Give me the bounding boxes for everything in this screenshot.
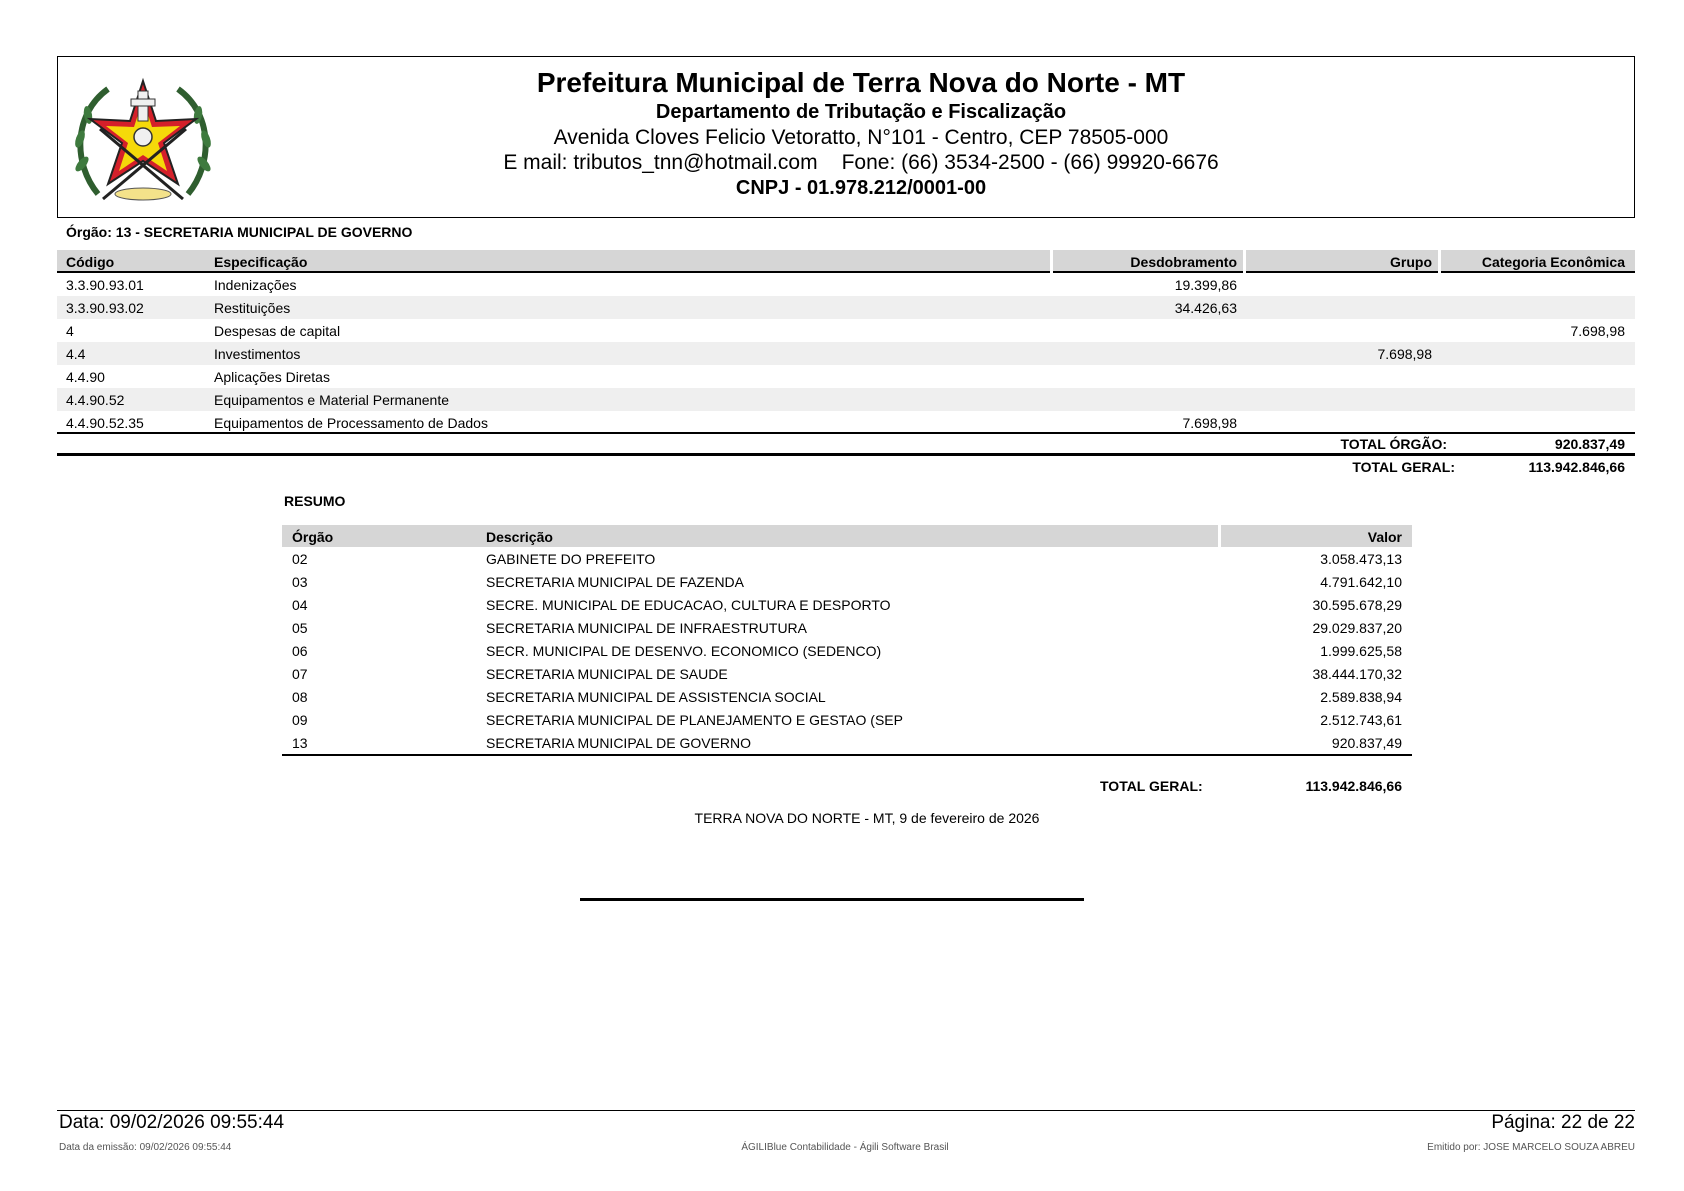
cell-orgao: 06	[292, 643, 308, 659]
cell-valor: 2.512.743,61	[1320, 712, 1402, 728]
cell-orgao: 03	[292, 574, 308, 590]
cell-codigo: 4.4	[66, 346, 86, 362]
contact-line	[88, 150, 1634, 175]
cell-valor: 38.444.170,32	[1312, 666, 1402, 682]
cell-especificacao: Restituições	[214, 300, 291, 316]
expense-table	[57, 250, 1635, 434]
cell-codigo: 3.3.90.93.02	[66, 300, 144, 316]
cell-descricao: SECRETARIA MUNICIPAL DE FAZENDA	[486, 574, 745, 590]
column-header-codigo: Código	[66, 254, 115, 270]
table-row	[57, 273, 1635, 296]
table-row	[57, 296, 1635, 319]
cell-descricao: SECRE. MUNICIPAL DE EDUCACAO, CULTURA E DESPORTO	[486, 597, 891, 613]
total-geral-value: 113.942.846,66	[1528, 459, 1625, 475]
cnpj: CNPJ - 01.978.212/0001-00	[735, 177, 987, 199]
page-number: Página: 22 de 22	[1491, 1112, 1635, 1133]
cell-codigo: 4	[66, 323, 74, 339]
cell-especificacao: Despesas de capital	[214, 323, 341, 339]
city-date: TERRA NOVA DO NORTE - MT, 9 de fevereiro de 2026	[694, 810, 1040, 826]
column-header-desdobramento: Desdobramento	[1130, 254, 1237, 270]
cell-orgao: 04	[292, 597, 308, 613]
table-bottom-rule	[282, 754, 1412, 756]
cell-especificacao: Aplicações Diretas	[214, 369, 330, 385]
column-header-especificacao: Especificação	[214, 254, 308, 270]
cell-descricao: SECRETARIA MUNICIPAL DE PLANEJAMENTO E GESTAO (SEP	[486, 712, 903, 728]
table-row	[282, 708, 1412, 731]
table-row	[57, 342, 1635, 365]
table-row	[57, 365, 1635, 388]
cell-categoria: 7.698,98	[1570, 323, 1625, 339]
cell-desdobramento: 19.399,86	[1174, 277, 1237, 293]
cell-codigo: 3.3.90.93.01	[66, 277, 144, 293]
resumo-table	[282, 525, 1412, 756]
cell-desdobramento: 7.698,98	[1182, 415, 1237, 431]
table-row	[282, 593, 1412, 616]
cell-valor: 2.589.838,94	[1320, 689, 1402, 705]
cell-descricao: GABINETE DO PREFEITO	[486, 551, 656, 567]
table-row	[282, 731, 1412, 754]
cell-orgao: 05	[292, 620, 308, 636]
column-header-orgao: Órgão	[292, 529, 334, 545]
footer-date: Data: 09/02/2026 09:55:44	[59, 1112, 285, 1133]
cell-especificacao: Investimentos	[214, 346, 301, 362]
cell-valor: 920.837,49	[1331, 735, 1402, 751]
cell-orgao: 13	[292, 735, 308, 751]
table-row	[282, 570, 1412, 593]
table-row	[57, 388, 1635, 411]
footer-divider	[57, 1110, 1635, 1111]
email: E mail: tributos_tnn@hotmail.com	[503, 151, 818, 174]
cell-orgao: 07	[292, 666, 308, 682]
table-header	[282, 525, 1412, 547]
signature-line	[580, 898, 1084, 901]
page-title: Prefeitura Municipal de Terra Nova do Norte - MT	[536, 67, 1186, 98]
cell-orgao: 09	[292, 712, 308, 728]
cell-grupo: 7.698,98	[1377, 346, 1432, 362]
resumo-title: RESUMO	[284, 493, 346, 509]
cell-descricao: SECRETARIA MUNICIPAL DE GOVERNO	[486, 735, 752, 751]
cell-valor: 29.029.837,20	[1312, 620, 1402, 636]
cell-codigo: 4.4.90	[66, 369, 105, 385]
cell-orgao: 02	[292, 551, 308, 567]
cell-valor: 4.791.642,10	[1320, 574, 1402, 590]
cell-valor: 3.058.473,13	[1320, 551, 1402, 567]
section-title: Órgão: 13 - SECRETARIA MUNICIPAL DE GOVERNO	[66, 224, 413, 240]
cell-valor: 1.999.625,58	[1320, 643, 1402, 659]
table-row	[57, 411, 1635, 434]
table-row	[57, 319, 1635, 342]
total-geral-row	[57, 457, 1635, 479]
cell-codigo: 4.4.90.52.35	[66, 415, 144, 431]
total-orgao-row	[57, 432, 1635, 456]
department-name: Departamento de Tributação e Fiscalização	[655, 101, 1067, 123]
column-header-grupo: Grupo	[1390, 254, 1432, 270]
cell-desdobramento: 34.426,63	[1174, 300, 1237, 316]
column-header-categoria: Categoria Econômica	[1481, 254, 1625, 270]
table-row	[282, 547, 1412, 570]
cell-codigo: 4.4.90.52	[66, 392, 125, 408]
total-orgao-label: TOTAL ÓRGÃO:	[1340, 436, 1447, 452]
cell-orgao: 08	[292, 689, 308, 705]
phone: Fone: (66) 3534-2500 - (66) 99920-6676	[841, 151, 1219, 174]
issued-by: Emitido por: JOSE MARCELO SOUZA ABREU	[1427, 1142, 1635, 1153]
total-orgao-value: 920.837,49	[1554, 436, 1625, 452]
cell-descricao: SECRETARIA MUNICIPAL DE INFRAESTRUTURA	[486, 620, 808, 636]
cell-especificacao: Indenizações	[214, 277, 297, 293]
column-header-valor: Valor	[1367, 529, 1402, 545]
column-header-descricao: Descrição	[486, 529, 553, 545]
resumo-total-label: TOTAL GERAL:	[1100, 778, 1203, 794]
letterhead	[57, 56, 1635, 218]
table-row	[282, 616, 1412, 639]
table-header	[57, 250, 1635, 273]
cell-descricao: SECRETARIA MUNICIPAL DE SAUDE	[486, 666, 728, 682]
address: Avenida Cloves Felicio Vetoratto, N°101 - Centro, CEP 78505-000	[553, 126, 1169, 149]
table-row	[282, 685, 1412, 708]
software-credit: ÁGILIBlue Contabilidade - Ágili Software Brasil	[741, 1142, 949, 1153]
table-row	[282, 639, 1412, 662]
cell-descricao: SECR. MUNICIPAL DE DESENVO. ECONOMICO (SEDENCO)	[486, 643, 882, 659]
emission-date: Data da emissão: 09/02/2026 09:55:44	[59, 1142, 232, 1153]
total-geral-label: TOTAL GERAL:	[1352, 459, 1455, 475]
cell-descricao: SECRETARIA MUNICIPAL DE ASSISTENCIA SOCIAL	[486, 689, 826, 705]
resumo-total-value: 113.942.846,66	[1305, 778, 1402, 794]
table-row	[282, 662, 1412, 685]
cell-especificacao: Equipamentos de Processamento de Dados	[214, 415, 488, 431]
cell-especificacao: Equipamentos e Material Permanente	[214, 392, 450, 408]
cell-valor: 30.595.678,29	[1312, 597, 1402, 613]
